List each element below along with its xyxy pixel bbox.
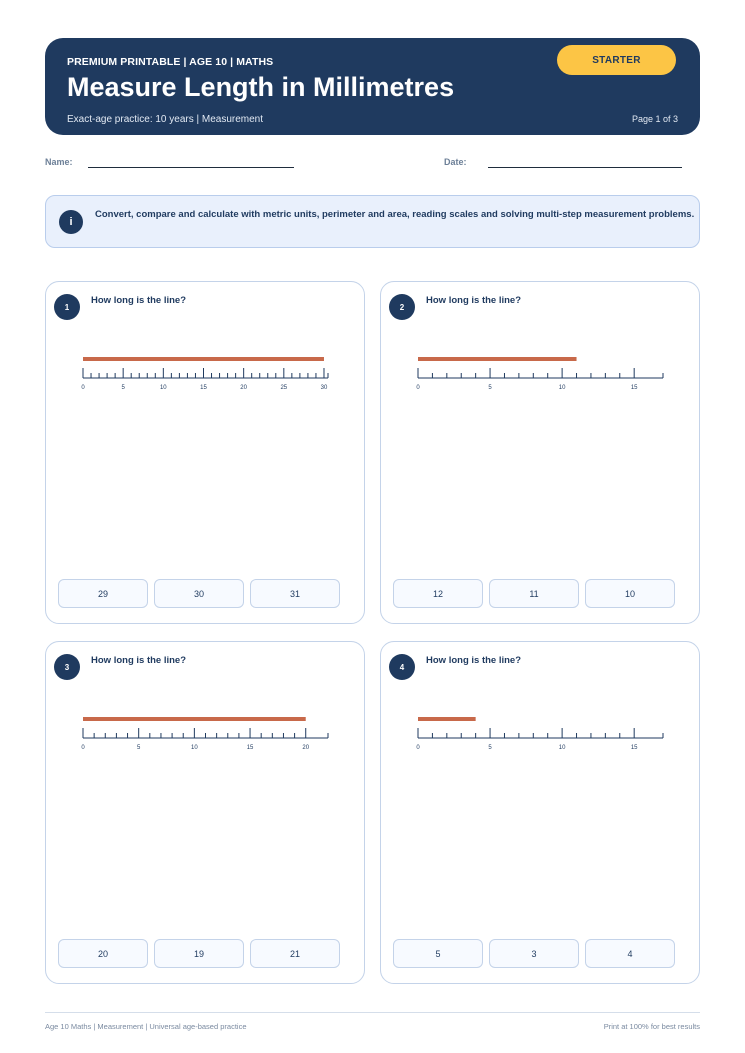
ruler-label: 10 bbox=[558, 745, 566, 751]
ruler-label: 20 bbox=[240, 385, 247, 391]
name-label: Name: bbox=[45, 157, 73, 167]
question-number: 1 bbox=[54, 294, 80, 320]
answer-option[interactable]: 19 bbox=[154, 939, 244, 968]
ruler-label: 0 bbox=[416, 385, 420, 391]
ruler-label: 15 bbox=[630, 745, 638, 751]
question-card bbox=[45, 281, 365, 624]
answer-option[interactable]: 31 bbox=[250, 579, 340, 608]
answer-option[interactable]: 5 bbox=[393, 939, 483, 968]
answer-option[interactable]: 20 bbox=[58, 939, 148, 968]
ruler-label: 10 bbox=[159, 385, 167, 391]
answer-option[interactable]: 11 bbox=[489, 579, 579, 608]
ruler-label: 15 bbox=[246, 745, 254, 751]
answer-option[interactable]: 30 bbox=[154, 579, 244, 608]
page-title: Measure Length in Millimetres bbox=[67, 72, 455, 102]
ruler-label: 5 bbox=[121, 385, 125, 391]
question-card bbox=[380, 281, 700, 624]
answer-option[interactable]: 3 bbox=[489, 939, 579, 968]
info-banner bbox=[45, 195, 700, 248]
worksheet-header bbox=[45, 38, 700, 135]
ruler-label: 5 bbox=[488, 745, 492, 751]
ruler-label: 30 bbox=[320, 385, 328, 391]
question-card bbox=[45, 641, 365, 984]
ruler-label: 25 bbox=[280, 385, 288, 391]
question-number: 3 bbox=[54, 654, 80, 680]
page-indicator: Page 1 of 3 bbox=[631, 114, 678, 124]
info-icon: i bbox=[59, 210, 83, 234]
ruler-label: 15 bbox=[200, 385, 207, 391]
question-prompt: How long is the line? bbox=[91, 295, 186, 306]
answer-option[interactable]: 21 bbox=[250, 939, 340, 968]
header-subtitle: Exact-age practice: 10 years | Measurement bbox=[67, 114, 264, 125]
answer-option[interactable]: 12 bbox=[393, 579, 483, 608]
ruler-label: 0 bbox=[81, 385, 85, 391]
ruler-label: 20 bbox=[302, 745, 310, 751]
ruler-diagram bbox=[46, 642, 366, 782]
header-kicker: PREMIUM PRINTABLE | AGE 10 | MATHS bbox=[67, 56, 274, 68]
ruler-diagram bbox=[46, 282, 366, 422]
ruler-label: 5 bbox=[137, 745, 141, 751]
footer-left-text: Age 10 Maths | Measurement | Universal age-based practice bbox=[45, 1022, 247, 1031]
date-label: Date: bbox=[444, 157, 467, 167]
ruler-label: 10 bbox=[191, 745, 198, 751]
question-card bbox=[380, 641, 700, 984]
info-text: Convert, compare and calculate with metric units, perimeter and area, reading scales and solving multi-step measurement problems. bbox=[95, 209, 695, 220]
date-field[interactable] bbox=[488, 167, 682, 168]
ruler-diagram bbox=[381, 642, 701, 782]
ruler-diagram bbox=[381, 282, 701, 422]
answer-option[interactable]: 29 bbox=[58, 579, 148, 608]
question-prompt: How long is the line? bbox=[426, 295, 521, 306]
answer-option[interactable]: 10 bbox=[585, 579, 675, 608]
question-number: 4 bbox=[389, 654, 415, 680]
ruler-label: 0 bbox=[416, 745, 420, 751]
ruler-label: 15 bbox=[630, 385, 638, 391]
ruler-label: 0 bbox=[81, 745, 85, 751]
footer-right-text: Print at 100% for best results bbox=[603, 1022, 700, 1031]
answer-option[interactable]: 4 bbox=[585, 939, 675, 968]
name-field[interactable] bbox=[88, 167, 294, 168]
level-badge: STARTER bbox=[557, 45, 676, 75]
question-prompt: How long is the line? bbox=[426, 655, 521, 666]
question-number: 2 bbox=[389, 294, 415, 320]
ruler-label: 5 bbox=[488, 385, 492, 391]
footer-divider bbox=[45, 1012, 700, 1013]
ruler-label: 10 bbox=[558, 385, 566, 391]
question-prompt: How long is the line? bbox=[91, 655, 186, 666]
